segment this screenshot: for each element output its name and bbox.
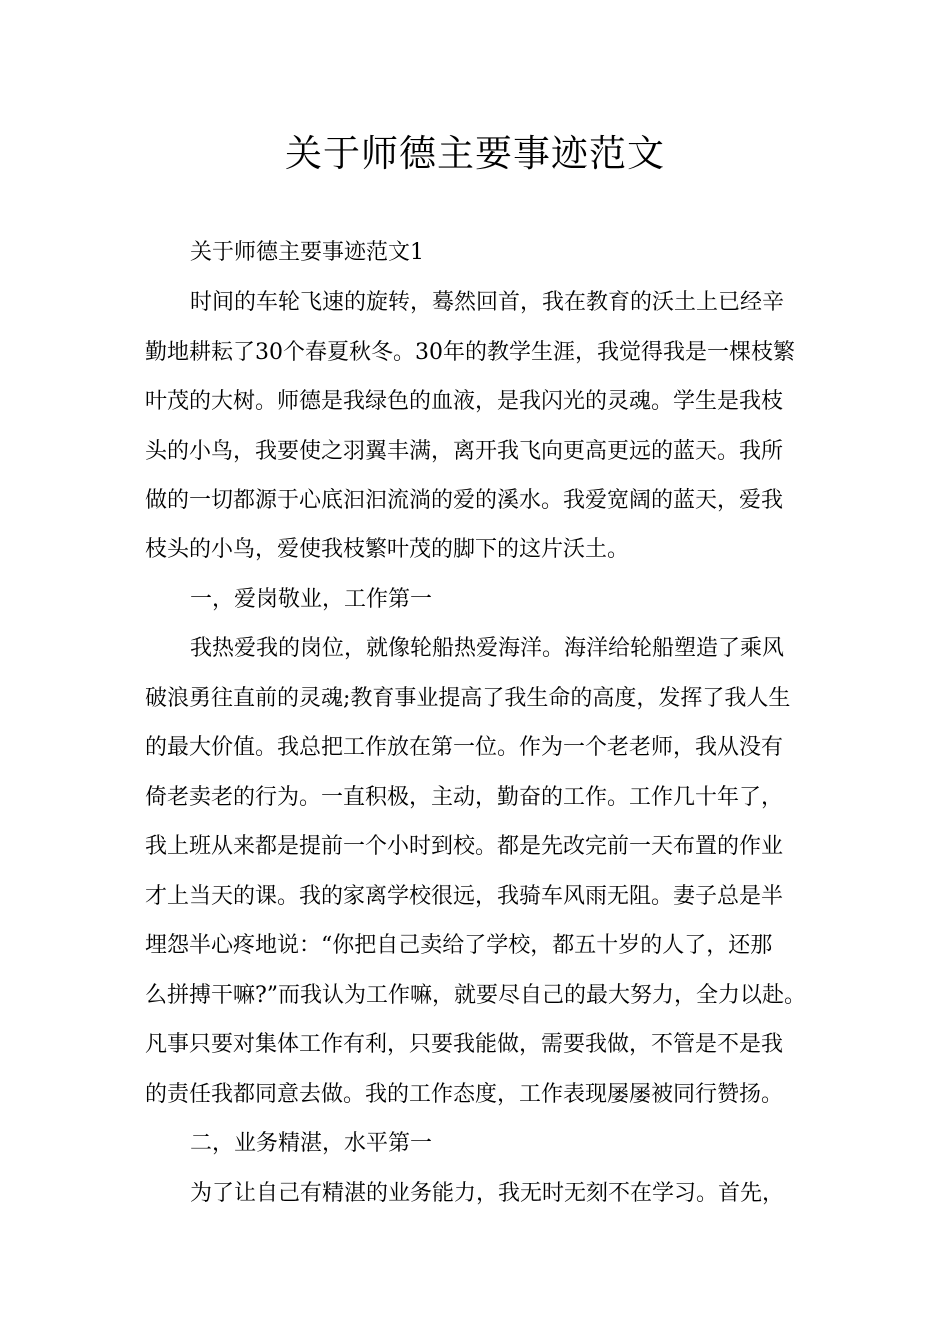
section-heading: 关于师德主要事迹范文1 <box>190 240 424 265</box>
paragraph-line: 凡事只要对集体工作有利，只要我能做，需要我做，不管是不是我 <box>145 1032 784 1057</box>
paragraph-line: 么拼搏干嘛?”而我认为工作嘛，就要尽自己的最大努力，全力以赴。 <box>145 983 807 1008</box>
paragraph-line: 才上当天的课。我的家离学校很远，我骑车风雨无阻。妻子总是半 <box>145 884 784 909</box>
paragraph-line: 倚老卖老的行为。一直积极，主动，勤奋的工作。工作几十年了， <box>145 785 784 810</box>
paragraph-line: 我上班从来都是提前一个小时到校。都是先改完前一天布置的作业 <box>145 834 784 859</box>
section-heading: 二，业务精湛，水平第一 <box>190 1131 433 1156</box>
paragraph-line: 勤地耕耘了30个春夏秋冬。30年的教学生涯，我觉得我是一棵枝繁 <box>145 340 795 365</box>
paragraph-line: 头的小鸟，我要使之羽翼丰满，离开我飞向更高更远的蓝天。我所 <box>145 439 784 464</box>
document-title: 关于师德主要事迹范文 <box>285 132 665 175</box>
paragraph-line: 时间的车轮飞速的旋转，蓦然回首，我在教育的沃土上已经辛 <box>190 290 785 315</box>
paragraph-line: 破浪勇往直前的灵魂;教育事业提高了我生命的高度，发挥了我人生 <box>145 686 791 711</box>
paragraph-line: 埋怨半心疼地说：“你把自己卖给了学校，都五十岁的人了，还那 <box>145 933 773 958</box>
paragraph-line: 的责任我都同意去做。我的工作态度，工作表现屡屡被同行赞扬。 <box>145 1082 784 1107</box>
paragraph-line: 为了让自己有精湛的业务能力，我无时无刻不在学习。首先， <box>190 1181 785 1206</box>
paragraph-line: 我热爱我的岗位，就像轮船热爱海洋。海洋给轮船塑造了乘风 <box>190 636 785 661</box>
paragraph-line: 叶茂的大树。师德是我绿色的血液，是我闪光的灵魂。学生是我枝 <box>145 389 784 414</box>
section-heading: 一，爱岗敬业，工作第一 <box>190 587 433 612</box>
paragraph-line: 的最大价值。我总把工作放在第一位。作为一个老老师，我从没有 <box>145 735 784 760</box>
paragraph-line: 做的一切都源于心底汩汩流淌的爱的溪水。我爱宽阔的蓝天，爱我 <box>145 488 784 513</box>
paragraph-line: 枝头的小鸟，爱使我枝繁叶茂的脚下的这片沃土。 <box>145 537 630 562</box>
